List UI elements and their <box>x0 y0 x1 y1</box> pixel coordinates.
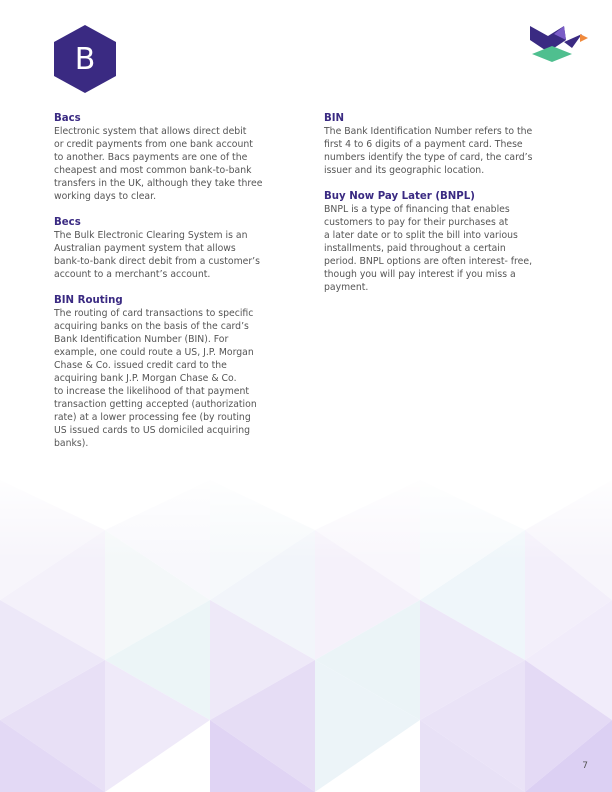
term-definition: The Bulk Electronic Clearing System is an Australian payment system that allows bank-to-bank direct debit from a customer’s account to a merchant’s account. <box>54 230 260 280</box>
term-heading: Buy Now Pay Later (BNPL) <box>324 191 475 202</box>
page-number: 7 <box>582 761 588 771</box>
term-heading: Becs <box>54 217 81 228</box>
glossary-entry-bin <box>324 112 556 177</box>
term-definition: The routing of card transactions to specific acquiring banks on the basis of the card’s Bank Identification Number (BIN). For example, one could route a US, J.P. Morgan Chase & Co. issued credit card to the acquiring bank J.P. Morgan Chase & Co. to increase the likelihood of that payment transaction getting accepted (authorization rate) at a lower processing fee (by routing US issued cards to US domiciled acquiring banks). <box>54 308 257 449</box>
section-letter-badge <box>52 24 118 94</box>
term-definition: Electronic system that allows direct debit or credit payments from one bank account to another. Bacs payments are one of the cheapest and most common bank-to-bank transfers in the UK, although they take three working days to clear. <box>54 126 263 202</box>
glossary-entry-becs <box>54 216 284 281</box>
term-definition: BNPL is a type of financing that enables customers to pay for their purchases at a later date or to split the bill into various installments, paid throughout a certain period. BNPL options are often interest- free, though you will pay interest if you miss a payment. <box>324 204 533 293</box>
glossary-right-column <box>324 112 556 307</box>
glossary-entry-bin-routing <box>54 294 284 450</box>
term-heading: BIN <box>324 113 345 124</box>
term-heading: Bacs <box>54 113 81 124</box>
glossary-entry-bacs <box>54 112 284 203</box>
term-heading: BIN Routing <box>54 295 123 306</box>
glossary-entry-bnpl <box>324 190 556 294</box>
section-letter: B <box>74 41 96 77</box>
term-definition: The Bank Identification Number refers to the first 4 to 6 digits of a payment card. These numbers identify the type of card, the card’s issuer and its geographic location. <box>324 126 533 176</box>
glossary-left-column <box>54 112 284 463</box>
brand-logo-icon <box>528 24 590 64</box>
